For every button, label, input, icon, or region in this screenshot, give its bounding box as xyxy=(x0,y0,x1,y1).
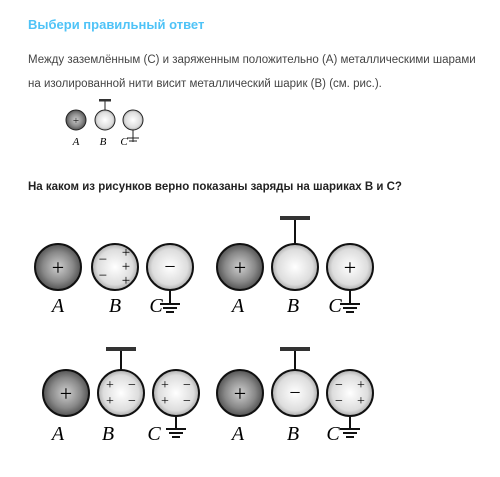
ball-label: B xyxy=(286,423,300,445)
ball-label: A xyxy=(231,423,245,445)
charge-sign: − xyxy=(335,378,343,393)
thread-or-ground-line xyxy=(99,99,111,102)
charge-sign: − xyxy=(289,382,301,404)
charge-sign: + xyxy=(233,255,247,280)
charge-sign: − xyxy=(98,252,108,268)
charge-sign: − xyxy=(183,378,191,393)
metal-ball xyxy=(98,370,144,416)
ball-label: C xyxy=(326,423,340,445)
charge-sign: − xyxy=(164,256,176,278)
thread-or-ground-line xyxy=(280,216,310,220)
charge-sign: + xyxy=(161,378,169,393)
metal-ball xyxy=(272,244,318,290)
ball-label: C xyxy=(328,295,342,317)
ball-label: A xyxy=(51,295,65,317)
answer-option-2[interactable] xyxy=(210,212,380,322)
charge-sign: + xyxy=(51,255,65,280)
charge-sign: + xyxy=(357,394,365,409)
ball-label: B xyxy=(108,295,122,317)
charge-sign: − xyxy=(335,394,343,409)
ball-label: B xyxy=(286,295,300,317)
heading: Выбери правильный ответ xyxy=(28,17,205,32)
answer-option-3[interactable] xyxy=(36,343,206,453)
charge-sign: + xyxy=(106,394,114,409)
charge-sign: − xyxy=(128,394,136,409)
ball-label: A xyxy=(231,295,245,317)
ref-label-b: B xyxy=(99,136,107,148)
ref-ball-c xyxy=(123,110,143,130)
charge-sign: + xyxy=(121,273,131,289)
charge-sign: + xyxy=(106,378,114,393)
charge-sign: + xyxy=(357,378,365,393)
ball-label: A xyxy=(51,423,65,445)
ref-label-c: C xyxy=(120,136,128,148)
charge-sign: + xyxy=(59,381,73,406)
charge-sign: + xyxy=(343,255,357,280)
thread-or-ground-line xyxy=(106,347,136,351)
question-2-text: На каком из рисунков верно показаны заряды на шариках В и С? xyxy=(28,181,402,193)
thread-or-ground-line xyxy=(280,347,310,351)
ref-plus-sign: + xyxy=(72,115,80,127)
ref-label-a: A xyxy=(72,136,80,148)
answer-option-1[interactable] xyxy=(28,212,198,322)
charge-sign: + xyxy=(233,381,247,406)
question-text: Между заземлённым (С) и заряженным положительно (А) металлическими шарами на изолированной нити висит металлический шарик (В) (см. рис.). xyxy=(28,54,476,90)
ball-label: C xyxy=(149,295,163,317)
ball-label: B xyxy=(101,423,115,445)
reference-figure xyxy=(58,98,168,150)
charge-sign: − xyxy=(183,394,191,409)
ball-label: C xyxy=(147,423,161,445)
charge-sign: + xyxy=(121,259,131,275)
ref-ball-b xyxy=(95,110,115,130)
metal-ball xyxy=(153,370,199,416)
answer-option-4[interactable] xyxy=(210,343,380,453)
charge-sign: − xyxy=(98,268,108,284)
metal-ball xyxy=(327,370,373,416)
charge-sign: + xyxy=(161,394,169,409)
charge-sign: + xyxy=(121,245,131,261)
charge-sign: − xyxy=(128,378,136,393)
